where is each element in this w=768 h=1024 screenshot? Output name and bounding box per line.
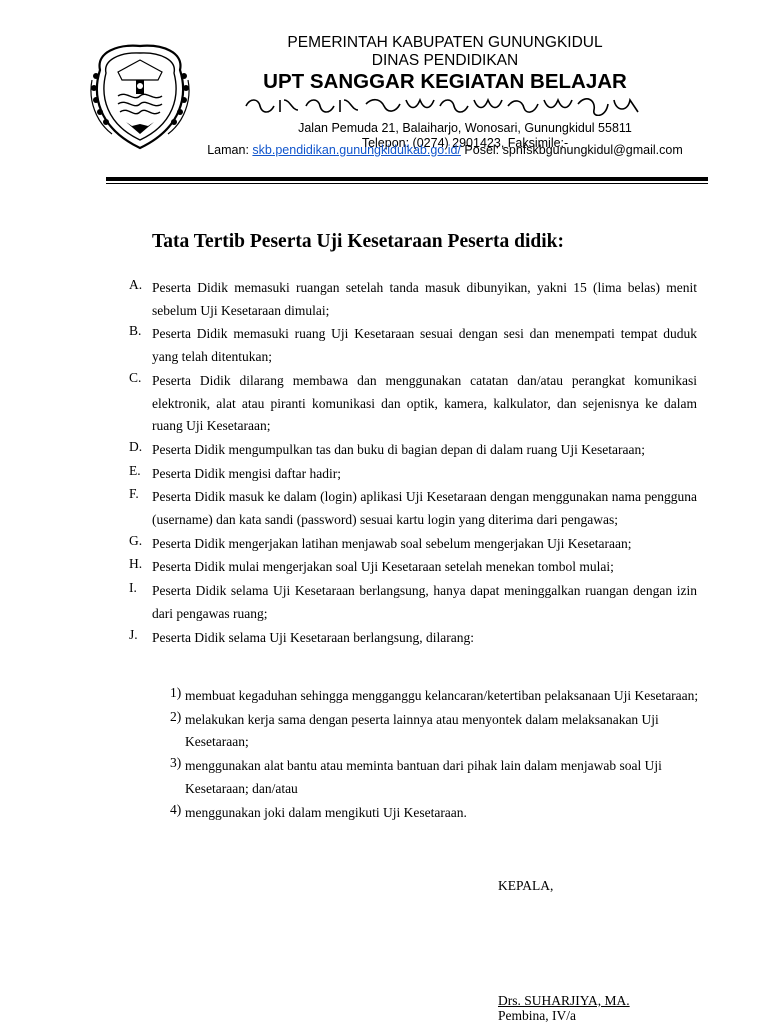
rule-letter: J. (129, 626, 138, 642)
rule-letter: C. (129, 369, 142, 385)
regency-emblem-icon (88, 40, 192, 152)
rule-text: Peserta Didik memasuki ruang Uji Kesetaraan sesuai dengan sesi dan menempati tempat duduk yang telah ditentukan; (152, 326, 697, 365)
rule-letter: E. (129, 462, 141, 478)
prohibition-item (170, 685, 705, 708)
letterhead-rule-thick (106, 177, 708, 181)
rule-item (129, 532, 697, 556)
rule-text: Peserta Didik dilarang membawa dan menggunakan catatan dan/atau perangkat komunikasi elektronik, alat atau piranti komunikasi dan optik, kamera, kalkulator, dan sejenisnya ke dalam ruang Uji Kesetaraan; (152, 372, 697, 434)
website-label: Laman: (207, 143, 249, 157)
rule-text: Peserta Didik selama Uji Kesetaraan berlangsung, dilarang: (152, 629, 475, 645)
prohibition-item (170, 801, 705, 825)
rule-letter: B. (129, 323, 142, 339)
prohibitions-list (0, 685, 768, 825)
address: Jalan Pemuda 21, Balaiharjo, Wonosari, Gunungkidul 55811 (298, 121, 632, 135)
rule-item (129, 277, 697, 322)
rule-item (129, 369, 697, 438)
prohibition-text: melakukan kerja sama dengan peserta lainnya atau menyontek dalam melaksanakan Uji Kesetaraan; (185, 711, 659, 750)
department-name: DINAS PENDIDIKAN (371, 52, 519, 69)
rule-letter: D. (129, 438, 143, 454)
rule-letter: A. (129, 277, 143, 292)
rule-letter: F. (129, 486, 139, 502)
unit-name: UPT SANGGAR KEGIATAN BELAJAR (263, 70, 627, 93)
rules-list (0, 277, 768, 650)
rule-item (129, 580, 697, 625)
prohibition-item (170, 708, 705, 754)
rule-text: Peserta Didik memasuki ruangan setelah tanda masuk dibunyikan, yakni 15 (lima belas) menit sebelum Uji Kesetaraan dimulai; (152, 280, 697, 318)
prohibition-text: menggunakan alat bantu atau meminta bantuan dari pihak lain dalam menjawab soal Uji Kesetaraan; dan/atau (185, 758, 662, 796)
document-title: Tata Tertib Peserta Uji Kesetaraan Peserta didik: (152, 231, 564, 252)
contact-line (200, 143, 690, 157)
rule-text: Peserta Didik masuk ke dalam (login) aplikasi Uji Kesetaraan dengan menggunakan nama pengguna (username) dan kata sandi (password) sesuai kartu login yang diterima dari pengawas; (152, 489, 697, 528)
rule-item (129, 556, 697, 579)
rule-letter: G. (129, 532, 143, 548)
signature-title: KEPALA, (498, 878, 554, 893)
letterhead-rule-thin (106, 183, 708, 184)
prohibition-text: menggunakan joki dalam mengikuti Uji Kesetaraan. (185, 804, 467, 820)
rule-item (129, 486, 697, 531)
website-link[interactable]: skb.pendidikan.gunungkidulkab.go.id/ (252, 143, 461, 157)
rule-text: Peserta Didik mulai mengerjakan soal Uji Kesetaraan setelah menekan tombol mulai; (152, 559, 614, 575)
javanese-script-unit-name (240, 94, 650, 116)
signatory-name: Drs. SUHARJIYA, MA. (498, 993, 630, 1008)
prohibition-number: 4) (170, 801, 182, 817)
rule-letter: I. (129, 580, 137, 596)
prohibition-number: 1) (170, 685, 182, 700)
letterhead (0, 0, 768, 190)
signatory-rank: Pembina, IV/a (498, 1008, 576, 1023)
prohibition-item (170, 755, 705, 800)
prohibition-number: 2) (170, 708, 182, 724)
prohibition-number: 3) (170, 755, 182, 771)
rule-text: Peserta Didik mengisi daftar hadir; (152, 465, 341, 481)
rule-item (129, 626, 697, 650)
rule-item (129, 438, 697, 462)
email: Posel: spnfskbgunungkidul@gmail.com (464, 143, 683, 157)
rule-text: Peserta Didik mengerjakan latihan menjawab soal sebelum mengerjakan Uji Kesetaraan; (152, 535, 632, 551)
rule-item (129, 462, 697, 486)
rule-text: Peserta Didik mengumpulkan tas dan buku di bagian depan di dalam ruang Uji Kesetaraan; (152, 441, 645, 457)
government-name: PEMERINTAH KABUPATEN GUNUNGKIDUL (287, 34, 603, 51)
rule-text: Peserta Didik selama Uji Kesetaraan berlangsung, hanya dapat meninggalkan ruangan dengan izin dari pengawas ruang; (152, 583, 697, 621)
prohibition-text: membuat kegaduhan sehingga mengganggu kelancaran/ketertiban pelaksanaan Uji Kesetaraan; (185, 688, 699, 703)
letterhead-text (200, 34, 690, 151)
rule-item (129, 323, 697, 368)
phone: Telepon: (0274) 2901423, Faksimile:- (361, 136, 569, 150)
rule-letter: H. (129, 556, 143, 572)
